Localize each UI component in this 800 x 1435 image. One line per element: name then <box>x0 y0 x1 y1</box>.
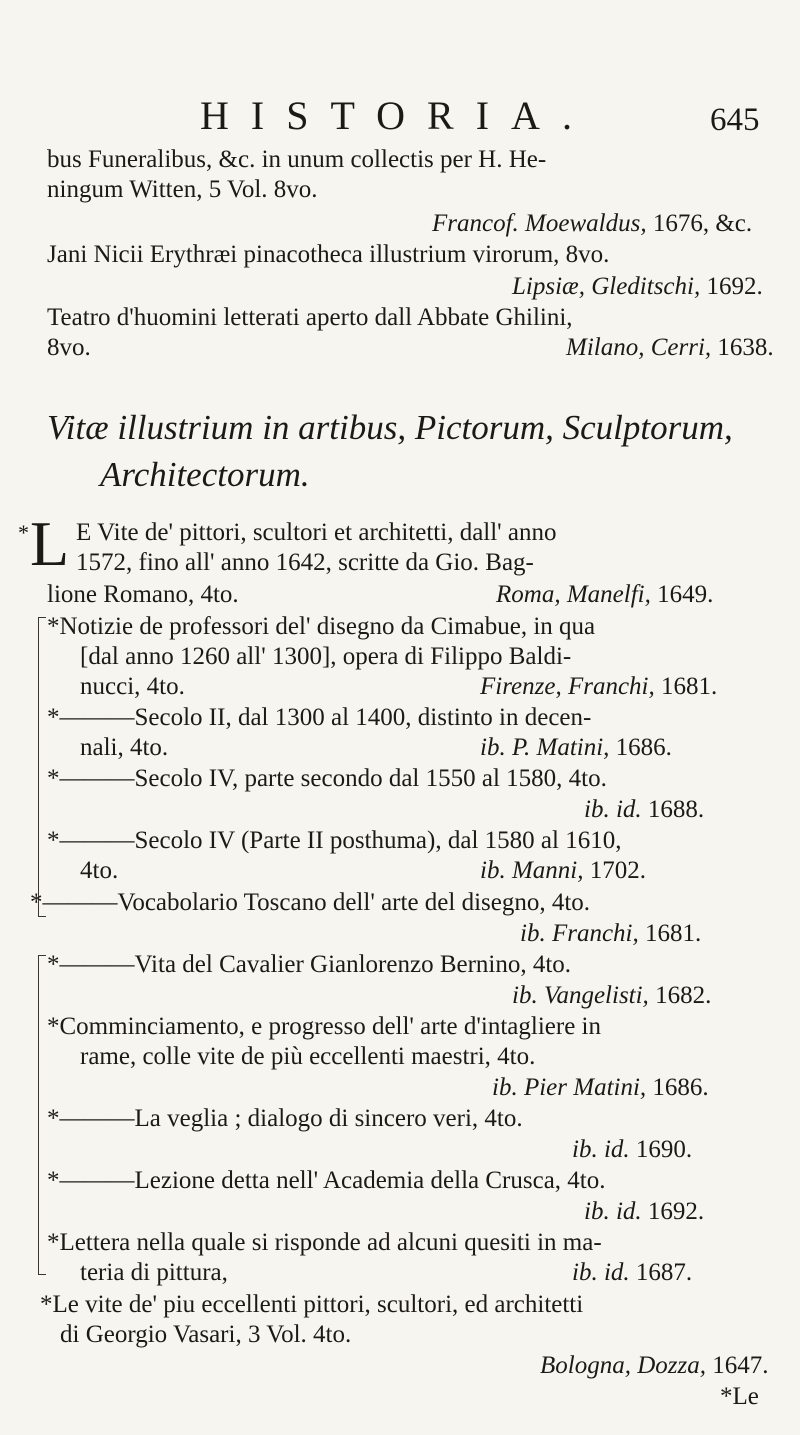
imprint-year: 1687. <box>635 1259 693 1286</box>
entry-line: [dal anno 1260 all' 1300], opera di Filippo Baldi- <box>80 643 572 670</box>
imprint-line <box>566 333 774 363</box>
imprint-printer: Dozza, <box>637 1352 706 1379</box>
running-head: HISTORIA. <box>200 93 594 138</box>
imprint-place: ib. <box>572 1136 598 1163</box>
imprint-place: Roma, <box>496 581 561 608</box>
imprint-line <box>584 795 704 825</box>
entry-line: *———Lezione detta nell' Academia della Crusca, 4to. <box>47 1167 606 1194</box>
entry-line: bus Funeralibus, &c. in unum collectis per H. He- <box>47 146 547 173</box>
imprint-place: Francof. <box>432 210 519 237</box>
entry-line: *———Vocabolario Toscano dell' arte del disegno, 4to. <box>30 889 591 916</box>
entry-line: 4to. <box>80 857 119 884</box>
imprint-line <box>512 272 763 302</box>
imprint-printer: Vangelisti, <box>543 982 649 1009</box>
entry-line: Jani Nicii Erythræi pinacotheca illustrium virorum, 8vo. <box>47 241 610 268</box>
imprint-year: 1649. <box>657 581 714 608</box>
imprint-printer: id. <box>615 796 642 823</box>
imprint-printer: Pier Matini, <box>523 1074 647 1101</box>
imprint-line <box>496 580 713 610</box>
imprint-place: ib. <box>584 1198 610 1225</box>
drop-cap: L <box>30 508 70 579</box>
entry-line: *———Secolo IV, parte secondo dal 1550 al 1580, 4to. <box>47 765 607 792</box>
entry-line: nucci, 4to. <box>80 673 185 700</box>
imprint-printer: Gleditschi, <box>591 273 701 300</box>
imprint-printer: Manni, <box>511 857 584 884</box>
imprint-year: 1692. <box>706 273 763 300</box>
entry-line: *———Vita del Cavalier Gianlorenzo Bernino, 4to. <box>47 951 572 978</box>
imprint-printer: Franchi, <box>567 673 655 700</box>
imprint-line <box>512 981 711 1011</box>
entry-line: *———Secolo II, dal 1300 al 1400, distinto in decen- <box>47 704 592 731</box>
imprint-year: 1686. <box>652 1074 709 1101</box>
entry-line: *Le vite de' piu eccellenti pittori, scultori, ed architetti <box>40 1291 584 1318</box>
imprint-place: Lipsiæ, <box>512 273 585 300</box>
imprint-line <box>572 1135 692 1165</box>
imprint-printer: Moewaldus, <box>525 210 647 237</box>
imprint-place: ib. <box>492 1074 518 1101</box>
entry-line: teria di pittura, <box>80 1259 228 1286</box>
imprint-year: 1638. <box>717 334 774 361</box>
imprint-line <box>480 733 672 763</box>
asterisk-mark: * <box>18 520 29 545</box>
imprint-line <box>584 1197 704 1227</box>
imprint-year: 1686. <box>615 734 672 761</box>
imprint-year: 1647. <box>712 1352 769 1379</box>
imprint-printer: Cerri, <box>650 334 712 361</box>
entry-line: *———Secolo IV (Parte II posthuma), dal 1580 al 1610, <box>47 827 622 854</box>
imprint-year: 1690. <box>635 1136 693 1163</box>
imprint-year: 1692. <box>647 1198 705 1225</box>
imprint-place: ib. <box>520 920 546 947</box>
section-title-line2: Architectorum. <box>100 455 310 494</box>
imprint-line <box>480 672 717 702</box>
imprint-printer: P. Matini, <box>511 734 610 761</box>
entry-line: *Notizie de professori del' disegno da Cimabue, in qua <box>47 613 596 640</box>
page-number: 645 <box>710 102 760 138</box>
imprint-line <box>540 1351 768 1381</box>
imprint-place: ib. <box>480 734 506 761</box>
imprint-line <box>480 856 646 886</box>
imprint-place: Firenze, <box>480 673 562 700</box>
entry-line: 8vo. <box>47 334 91 361</box>
entry-line: *Comminciamento, e progresso dell' arte d'intagliere in <box>47 1013 601 1040</box>
imprint-year: 1682. <box>655 982 712 1009</box>
imprint-printer: id. <box>615 1198 642 1225</box>
entry-line: lione Romano, 4to. <box>47 581 239 608</box>
imprint-printer: id. <box>603 1136 630 1163</box>
entry-line: Teatro d'huomini letterati aperto dall Abbate Ghilini, <box>47 304 573 331</box>
entry-line: nali, 4to. <box>80 734 169 761</box>
imprint-place: ib. <box>480 857 506 884</box>
imprint-year: 1688. <box>647 796 705 823</box>
imprint-line <box>492 1073 709 1103</box>
entry-line: rame, colle vite de più eccellenti maestri, 4to. <box>80 1043 536 1070</box>
imprint-place: ib. <box>572 1259 598 1286</box>
imprint-line <box>432 209 752 239</box>
imprint-printer: id. <box>603 1259 630 1286</box>
imprint-line <box>572 1258 692 1288</box>
catchword: *Le <box>720 1383 759 1410</box>
imprint-printer: Franchi, <box>551 920 639 947</box>
imprint-year: 1702. <box>589 857 646 884</box>
imprint-place: ib. <box>512 982 538 1009</box>
entry-line: *———La veglia ; dialogo di sincero veri, 4to. <box>47 1105 523 1132</box>
imprint-place: Bologna, <box>540 1352 631 1379</box>
imprint-year: 1681. <box>661 673 718 700</box>
imprint-printer: Manelfi, <box>566 581 651 608</box>
imprint-place: Milano, <box>566 334 645 361</box>
entry-line: di Georgio Vasari, 3 Vol. 4to. <box>60 1321 352 1348</box>
section-title-line1: Vitæ illustrium in artibus, Pictorum, Sculptorum, <box>47 408 733 447</box>
entry-line: *Lettera nella quale si risponde ad alcuni quesiti in ma- <box>47 1229 602 1256</box>
imprint-year: 1676, &c. <box>652 210 753 237</box>
entry-line: ningum Witten, 5 Vol. 8vo. <box>47 176 318 203</box>
entry-line: E Vite de' pittori, scultori et architetti, dall' anno <box>76 519 557 546</box>
imprint-line <box>520 919 701 949</box>
entry-line: 1572, fino all' anno 1642, scritte da Gio. Bag- <box>76 549 534 576</box>
imprint-year: 1681. <box>645 920 702 947</box>
imprint-place: ib. <box>584 796 610 823</box>
